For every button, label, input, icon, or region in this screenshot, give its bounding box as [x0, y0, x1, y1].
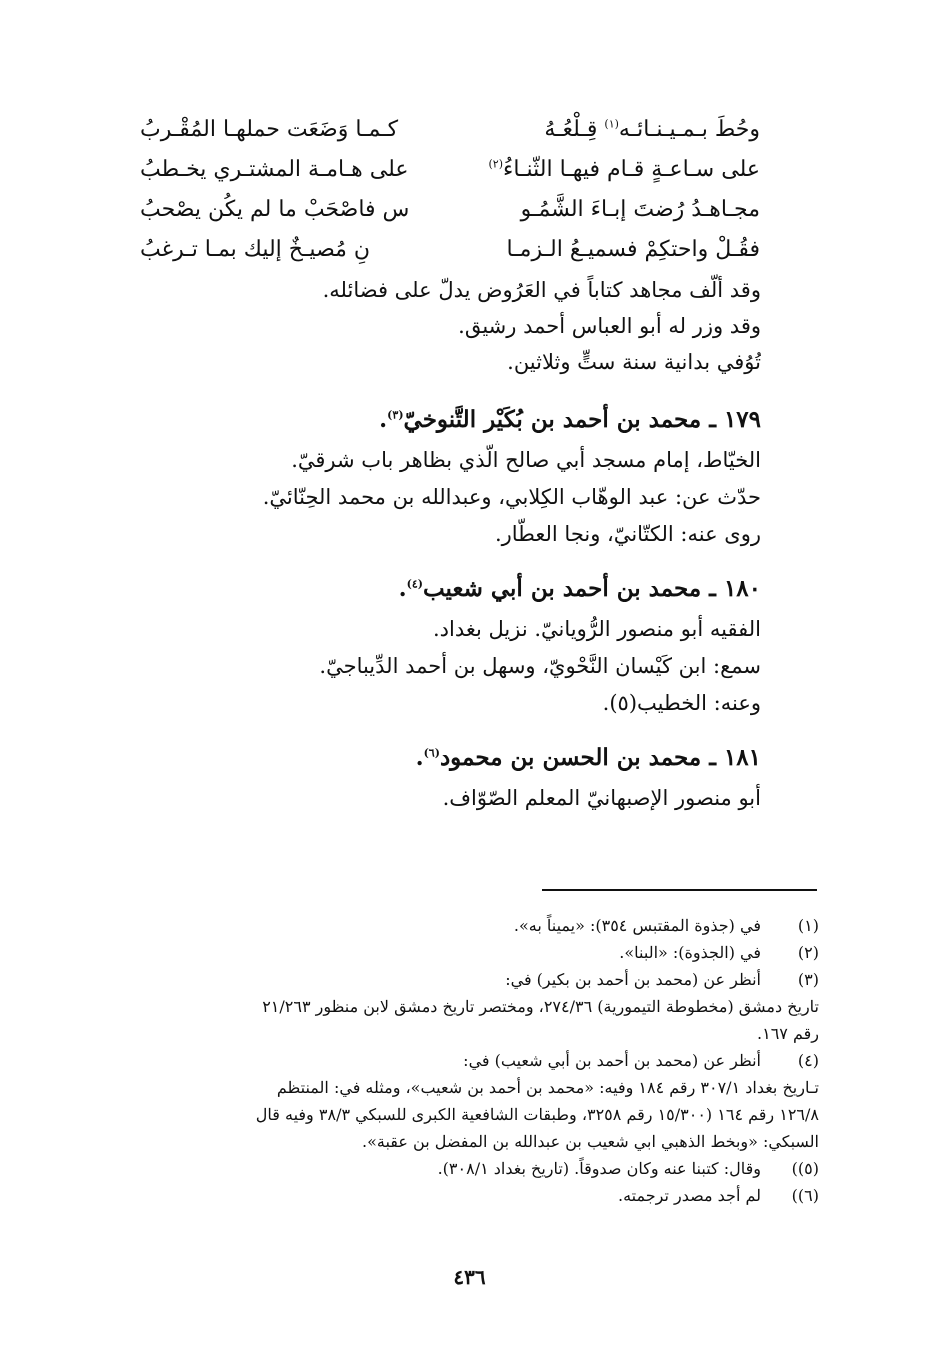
footnote-marker[interactable]: (٦): [423, 746, 440, 760]
entry-line: روى عنه: الكتّانيّ، ونجا العطّار.: [494, 522, 761, 546]
paragraph: تُوُفي بدانية سنة ستٍّ وثلاثين.: [507, 350, 761, 374]
footnote-text: أنظر عن (محمد بن أحمد بن بكير) في:: [505, 970, 761, 989]
footnote-number: (٥)): [791, 1159, 819, 1178]
footnote-text: أنظر عن (محمد بن أحمد بن أبي شعيب) في:: [463, 1051, 761, 1070]
verse-second-hemistich: على هـامـة المشتـري يخـطبُ: [140, 157, 409, 182]
verse-text: قِـلْعُـهُ: [544, 117, 605, 142]
verse-text: وحُطَ بـمـيـنـائـه: [618, 117, 760, 142]
footnote-marker[interactable]: (٤): [406, 577, 423, 591]
footnotes: [97, 912, 819, 1209]
footnote-continuation: رقم ١٦٧.: [757, 1024, 819, 1043]
poem-verses: [140, 110, 760, 270]
entry-line: الخيّاط، إمام مسجد أبي صالح الّذي بظاهر باب شرقيّ.: [291, 448, 761, 472]
footnote-text: وقال: كتبنا عنه وكان صدوقاً. (تاريخ بغداد ٣٠٨/١).: [437, 1159, 761, 1178]
entry-line: وعنه: الخطيب(٥).: [602, 691, 761, 715]
footnote-continuation: تاريخ دمشق (مخطوطة التيمورية) ٢٧٤/٣٦، ومختصر تاريخ دمشق لابن منظور ٢١/٢٦٣: [262, 997, 819, 1016]
footnote: [97, 966, 819, 993]
footnote-number: (٣): [797, 970, 819, 989]
footnote-number: (٦)): [791, 1186, 819, 1205]
footnote-number: (٤): [797, 1051, 819, 1070]
footnote: [97, 1047, 819, 1074]
entry-180: [121, 567, 761, 722]
verse-second-hemistich: نِ مُصيـخٌ إليك بمـا تـرغبُ: [140, 237, 371, 262]
verse-line: [140, 230, 760, 270]
footnote-marker[interactable]: (٣): [387, 408, 404, 422]
entry-179: [121, 398, 761, 553]
footnote-continuation: ١٢٦/٨ رقم ١٦٤ (١٥/٣٠٠ رقم ٣٢٥٨، وطبقات الشافعية الكبرى للسبكي ٣٨/٣ وفيه قال: [255, 1105, 819, 1124]
verse-line: [140, 190, 760, 230]
footnote-continuation: السبكي: «وبخط الذهبي ابي شعيب بن عبدالله بن المفضل بن عقبة».: [362, 1132, 819, 1151]
entry-title-text: ١٨٠ ـ محمد بن أحمد بن أبي شعيب: [422, 575, 761, 602]
entry-line: سمع: ابن كَيْسان النَّحْويّ، وسهل بن أحمد الدِّيباجيّ.: [319, 654, 761, 678]
footnote-continuation: تـاريخ بغداد ٣٠٧/١ رقم ١٨٤ وفيه: «محمد بن أحمد بن شعيب»، ومثله في: المنتظم: [276, 1078, 819, 1097]
footnote-marker[interactable]: (١): [604, 117, 619, 131]
footnote: [97, 939, 819, 966]
verse-line: [140, 110, 760, 150]
footnote: [97, 1182, 819, 1209]
body-paragraphs: [121, 272, 761, 380]
verse-first-hemistich: [470, 110, 760, 150]
verse-first-hemistich: فقُـلْ واحتكِمْ فسميـعُ الـزمـا: [506, 237, 760, 262]
verse-first-hemistich: مجـاهـدُ رُضتَ إبـاءَ الشَّمُـو: [520, 197, 760, 222]
verse-first-hemistich: [470, 150, 760, 190]
entry-title-text: ١٧٩ ـ محمد بن أحمد بن بُكَيْر التَّنوخيّ: [403, 406, 761, 433]
entry-title-text: ١٨١ ـ محمد بن الحسن بن محمود: [439, 744, 761, 771]
entry-line: أبو منصور الإصبهانيّ المعلم الصّوّاف.: [442, 786, 761, 810]
verse-second-hemistich: كـمـا وَضَعَت حملهـا المُقْـربُ: [140, 117, 399, 142]
biography-entries: [121, 398, 761, 831]
verse-line: [140, 150, 760, 190]
footnote-number: (٢): [797, 943, 819, 962]
footnote-text: في (الجذوة): «البنا».: [619, 943, 761, 962]
paragraph: وقد ألّف مجاهد كتاباً في العَرُوض يدلّ على فضائله.: [322, 278, 761, 302]
paragraph: وقد وزر له أبو العباس أحمد رشيق.: [458, 314, 761, 338]
entry-line: حدّث عن: عبد الوهّاب الكِلابي، وعبدالله بن محمد الحِنّائيّ.: [262, 485, 761, 509]
footnote-text: في (جذوة المقتبس ٣٥٤): «يميناً به».: [513, 916, 761, 935]
footnote-marker[interactable]: (٢): [488, 157, 503, 171]
entry-title: ١٨١ ـ محمد بن الحسن بن محمود$^{(٦)}$.: [415, 744, 761, 771]
verse-second-hemistich: س فاصْحَبْ ما لم يكُن يصْحبُ: [140, 197, 410, 222]
footnote-number: (١): [797, 916, 819, 935]
entry-title: ١٧٩ ـ محمد بن أحمد بن بُكَيْر التَّنوخيّ$^{(٣)}$.: [379, 406, 761, 433]
footnote-divider: [542, 889, 817, 891]
footnote-text: لم أجد مصدر ترجمته.: [618, 1186, 761, 1205]
entry-line: الفقيه أبو منصور الرُّويانيّ. نزيل بغداد.: [432, 617, 761, 641]
page-number: ٤٣٦: [453, 1265, 486, 1289]
entry-181: [121, 736, 761, 817]
footnote: [97, 912, 819, 939]
verse-text: على سـاعـةٍ قـام فيهـا الثّنـاءُ: [503, 157, 760, 182]
entry-title: ١٨٠ ـ محمد بن أحمد بن أبي شعيب$^{(٤)}$.: [398, 575, 761, 602]
footnote: [97, 1155, 819, 1182]
